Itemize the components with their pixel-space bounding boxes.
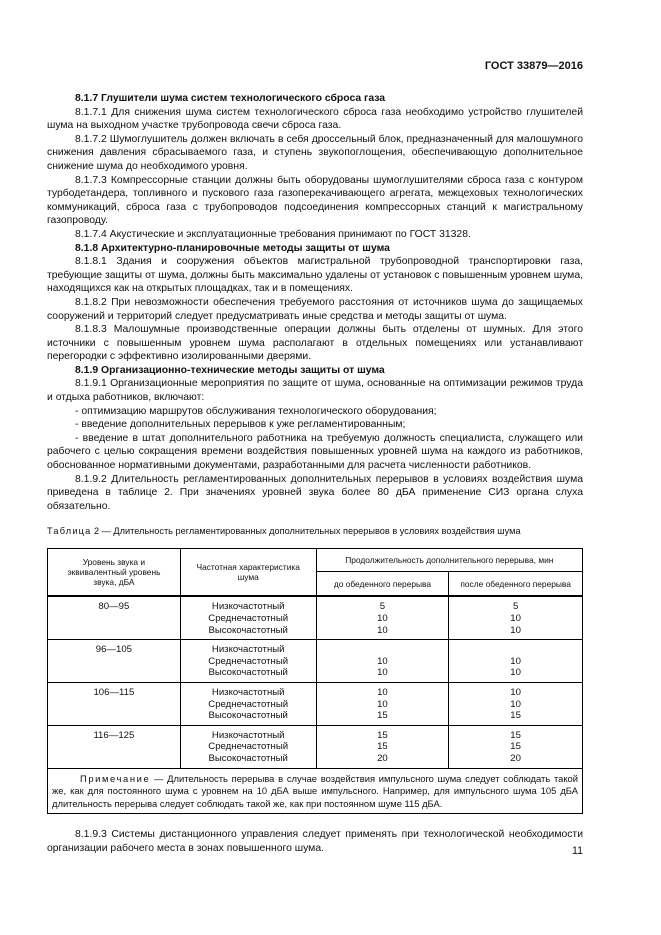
cell-line bbox=[449, 644, 582, 656]
cell-line: 5 bbox=[512, 601, 519, 613]
cell-freq bbox=[180, 596, 316, 639]
cell-line: 10 bbox=[377, 686, 388, 698]
table-row bbox=[48, 640, 583, 683]
cell-freq bbox=[180, 640, 316, 683]
cell-line: 96—105 bbox=[95, 644, 133, 656]
cell-line: 15 bbox=[377, 741, 388, 753]
note-label: Примечание bbox=[80, 772, 151, 784]
cell-before bbox=[316, 725, 449, 768]
paragraph: - оптимизацию маршрутов обслуживания технологического оборудования; bbox=[75, 405, 437, 417]
cell-line: Низкочастотный bbox=[211, 644, 285, 656]
cell-line: 10 bbox=[510, 655, 521, 667]
cell-line: 10 bbox=[377, 613, 388, 624]
cell-level bbox=[48, 682, 181, 725]
paragraph: 8.1.8.3 Малошумные производственные операции должны быть отделены от шумных. Для этого источники с повышенным уровнем шума располагают в отдельных помещениях или устанавливают перегородки с эффективно изолированными дверями. bbox=[47, 324, 583, 363]
cell-after bbox=[449, 640, 583, 683]
note-text: — Длительность перерыва в случае воздействия импульсного шума следует соблюдать такой же, как для постоянного шума с уровнем на 10 дБА выше импульсного. Например, для импульсного шума 105 дБА длительность перерыва следует соблюдать такой же, как при постоянном шуме 115 дБА. bbox=[52, 772, 578, 809]
table-note bbox=[48, 768, 583, 814]
cell-freq bbox=[180, 725, 316, 768]
cell-line: Среднечастотный bbox=[208, 613, 289, 624]
cell-before bbox=[316, 596, 449, 639]
cell-line: 10 bbox=[510, 686, 521, 698]
cell-line: Среднечастотный bbox=[208, 698, 289, 710]
page-number: 11 bbox=[572, 845, 583, 857]
cell-line: 116—125 bbox=[93, 729, 135, 741]
section-heading: 8.1.7 Глушители шума систем технологического сброса газа bbox=[75, 93, 386, 104]
cell-line: 80—95 bbox=[98, 601, 130, 613]
cell-line: 10 bbox=[377, 667, 388, 679]
noise-break-table bbox=[47, 548, 583, 814]
cell-line: 10 bbox=[377, 624, 388, 636]
cell-freq bbox=[180, 682, 316, 725]
table-body bbox=[48, 596, 583, 768]
cell-line: 15 bbox=[510, 710, 521, 722]
table-caption-label: Таблица bbox=[47, 526, 92, 537]
table-caption bbox=[47, 525, 583, 537]
table-row bbox=[48, 725, 583, 768]
paragraph: 8.1.7.3 Компрессорные станции должны быть оборудованы шумоглушителями сброса газа с контуром турбодетандера, топливного и пускового газа газоперекачивающего агрегата, межцеховых технологических коммуникаций, сброса газа с трубопроводов подсоединения компрессорных станций к магистральному газопроводу. bbox=[47, 174, 583, 227]
cell-line: Высокочастотный bbox=[208, 710, 288, 722]
section-heading: 8.1.9 Организационно-технические методы защиты от шума bbox=[75, 364, 385, 376]
cell-line: 15 bbox=[377, 710, 388, 722]
document-id: ГОСТ 33879—2016 bbox=[484, 60, 583, 72]
cell-line: 10 bbox=[510, 613, 521, 624]
header-level: Уровень звука и эквивалентный уровень звука, дБА bbox=[48, 549, 181, 597]
cell-line: Высокочастотный bbox=[208, 667, 288, 679]
paragraph: 8.1.9.1 Организационные мероприятия по защите от шума, основанные на оптимизации режимов труда и отдыха работников, включают: bbox=[47, 378, 583, 404]
table-caption-text: 2 — Длительность регламентированных дополнительных перерывов в условиях воздействия шума bbox=[94, 526, 521, 537]
cell-line: Низкочастотный bbox=[211, 686, 285, 698]
paragraph: 8.1.8.1 Здания и сооружения объектов магистральной трубопроводной транспортировки газа, требующие защиты от шума, должны быть максимально удалены от установок с повышенным уровнем шума, находящихся как на открытых площадках, так и в помещениях. bbox=[47, 256, 583, 295]
cell-level bbox=[48, 640, 181, 683]
cell-line: 5 bbox=[379, 601, 386, 613]
cell-after bbox=[449, 596, 583, 639]
cell-line: Низкочастотный bbox=[211, 729, 285, 741]
cell-line: 20 bbox=[510, 752, 521, 764]
cell-line: 20 bbox=[377, 752, 388, 764]
cell-line: 15 bbox=[510, 729, 521, 741]
table-row bbox=[48, 596, 583, 639]
cell-line: 10 bbox=[510, 698, 521, 710]
cell-after bbox=[449, 682, 583, 725]
paragraph: - введение в штат дополнительного работника на требуемую должность специалиста, служащего или рабочего с целью сокращения времени воздействия повышенных уровней шума на каждого из работников, обоснованное нормативными документами, разработанными для расчета численности работников. bbox=[47, 432, 583, 472]
cell-line: 15 bbox=[377, 729, 388, 741]
cell-level bbox=[48, 596, 181, 639]
paragraph: 8.1.7.2 Шумоглушитель должен включать в себя дроссельный блок, предназначенный для малошумного снижения давления сбрасываемого газа, и ступень звукопоглощения, обеспечивающую дополнительное снижение шума до необходимого уровня. bbox=[47, 133, 583, 172]
paragraph: 8.1.7.1 Для снижения шума систем технологического сброса газа необходимо устройство глушителей шума на выходном участке трубопровода свечи сброса газа. bbox=[47, 106, 583, 132]
document-body bbox=[47, 92, 583, 856]
cell-line: 10 bbox=[510, 667, 521, 679]
paragraphs bbox=[47, 92, 583, 513]
header-after-lunch: после обеденного перерыва bbox=[449, 572, 583, 597]
paragraph: - введение дополнительных перерывов к уже регламентированным; bbox=[75, 419, 406, 431]
cell-line: Среднечастотный bbox=[208, 655, 289, 667]
cell-line: 106—115 bbox=[93, 686, 135, 698]
header-frequency: Частотная характеристика шума bbox=[180, 549, 316, 597]
cell-line: Низкочастотный bbox=[211, 601, 285, 613]
cell-level bbox=[48, 725, 181, 768]
cell-line bbox=[317, 644, 449, 656]
cell-after bbox=[449, 725, 583, 768]
section-heading: 8.1.8 Архитектурно-планировочные методы защиты от шума bbox=[75, 242, 390, 254]
header-duration: Продолжительность дополнительного перерыва, мин bbox=[316, 549, 582, 572]
cell-before bbox=[316, 640, 449, 683]
header-before-lunch: до обеденного перерыва bbox=[316, 572, 449, 597]
paragraph: 8.1.8.2 При невозможности обеспечения требуемого расстояния от источников шума до защищаемых сооружений и территорий следует предусматривать иные средства и методы защиты от шума. bbox=[47, 296, 583, 322]
cell-line: Среднечастотный bbox=[208, 741, 289, 753]
cell-line: 10 bbox=[510, 624, 521, 636]
paragraph: 8.1.9.2 Длительность регламентированных дополнительных перерывов в условиях воздействия шума приведена в таблице 2. При значениях уровней звука более 80 дБА применение СИЗ органа слуха обязательно. bbox=[47, 473, 583, 512]
cell-line: Высокочастотный bbox=[208, 624, 288, 636]
paragraph: 8.1.7.4 Акустические и эксплуатационные требования принимают по ГОСТ 31328. bbox=[75, 228, 471, 240]
cell-line: 10 bbox=[377, 655, 388, 667]
cell-line: Высокочастотный bbox=[208, 752, 288, 764]
cell-line: 10 bbox=[377, 698, 388, 710]
table-row bbox=[48, 682, 583, 725]
cell-line: 15 bbox=[510, 741, 521, 753]
paragraph-8-1-9-3: 8.1.9.3 Системы дистанционного управления следует применять при технологической необходимости организации рабочего места в зонах повышенного шума. bbox=[47, 829, 583, 854]
cell-before bbox=[316, 682, 449, 725]
